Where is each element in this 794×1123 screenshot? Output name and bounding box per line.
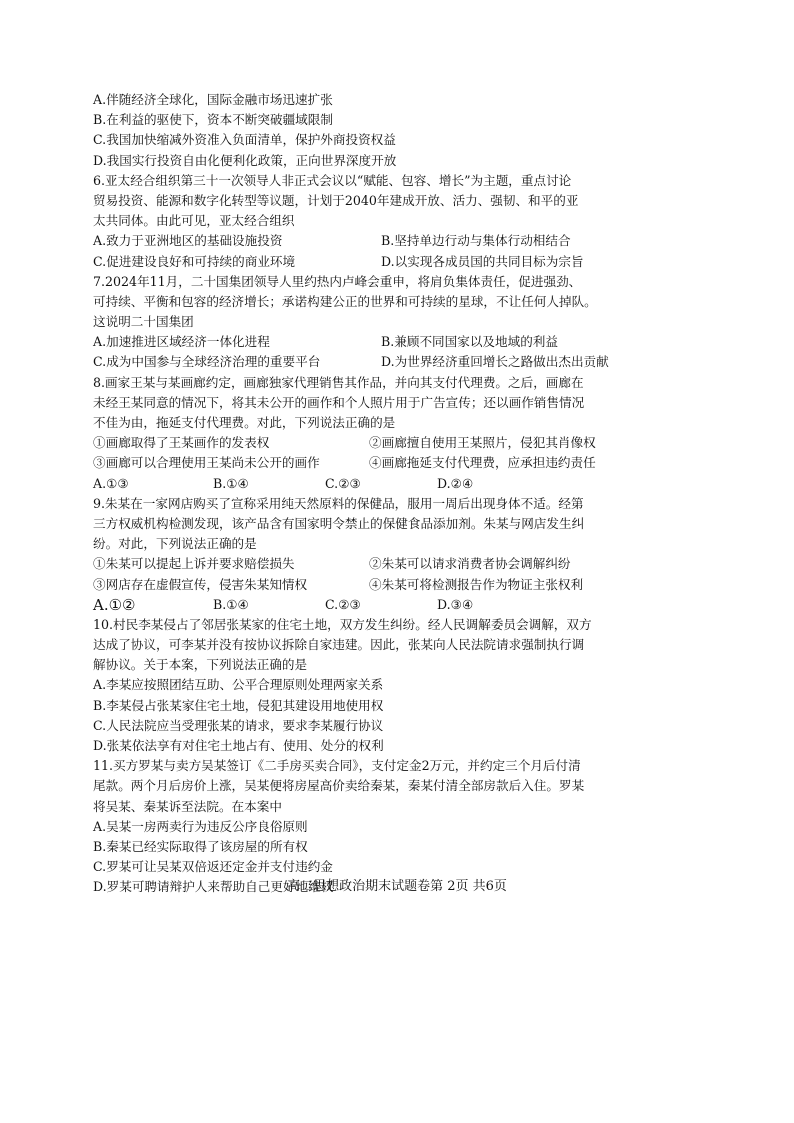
statement-row — [93, 554, 633, 574]
choice-c: C.②③ — [325, 596, 361, 612]
option-a: A.致力于亚洲地区的基础设施投资 — [93, 233, 283, 249]
statement-row — [93, 433, 633, 453]
question-stem-line: 达成了协议，可李某并没有按协议拆除自家违建。因此，张某向人民法院请求强制执行调 — [93, 637, 585, 653]
question-stem-line: 7.2024年11月，二十国集团领导人里约热内卢峰会重申，将肩负集体责任，促进强劲、 — [93, 273, 582, 289]
question-stem-line: 未经王某同意的情况下，将其未公开的画作和个人照片用于广告宣传；还以画作销售情况 — [93, 394, 585, 410]
statement-2: ②画廊擅自使用王某照片，侵犯其肖像权 — [369, 435, 596, 451]
option-a: A.伴随经济全球化，国际金融市场迅速扩张 — [93, 92, 333, 107]
question-stem-line: 6.亚太经合组织第三十一次领导人非正式会议以“赋能、包容、增长”为主题，重点讨论 — [93, 172, 572, 188]
choice-b: B.①④ — [213, 475, 249, 491]
choice-d: D.②④ — [437, 475, 474, 491]
option-c: C.我国加快缩减外资准入负面清单，保护外商投资权益 — [93, 132, 396, 148]
question-6 — [93, 171, 633, 272]
question-stem-line: 9.朱某在一家网店购买了宣称采用纯天然原料的保健品，服用一周后出现身体不适。经第 — [93, 495, 584, 511]
question-stem-line: 纷。对此，下列说法正确的是 — [93, 536, 257, 552]
question-stem-line: 解协议。关于本案，下列说法正确的是 — [93, 657, 308, 673]
question-stem-line: 10.村民李某侵占了邻居张某家的住宅土地，双方发生纠纷。经人民调解委员会调解，双方 — [93, 616, 592, 632]
question-stem-line: 可持续、平衡和包容的经济增长；承诺构建公正的世界和可持续的星球，不让任何人掉队。 — [93, 293, 597, 309]
question-stem-line: 贸易投资、能源和数字化转型等议题，计划于2040年建成开放、活力、强韧、和平的亚 — [93, 192, 579, 208]
statement-row — [93, 575, 633, 595]
question-stem-line: 不佳为由，拖延支付代理费。对此，下列说法正确的是 — [93, 415, 396, 430]
question-stem-line: 尾款。两个月后房价上涨，吴某便将房屋高价卖给秦某，秦某付清全部房款后入住。罗某 — [93, 778, 585, 794]
option-c: C.人民法院应当受理张某的请求，要求李某履行协议 — [93, 717, 384, 733]
option-d: D.以实现各成员国的共同目标为宗旨 — [381, 253, 584, 269]
statement-row — [93, 453, 633, 473]
option-row — [93, 252, 633, 272]
option-row — [93, 352, 633, 372]
option-row — [93, 332, 633, 352]
statement-2: ②朱某可以请求消费者协会调解纠纷 — [369, 556, 571, 572]
choice-row — [93, 595, 633, 615]
option-b: B.李某侵占张某家住宅土地，侵犯其建设用地使用权 — [93, 697, 384, 713]
question-7 — [93, 272, 633, 373]
question-9 — [93, 494, 633, 615]
choice-d: D.③④ — [437, 596, 474, 612]
exam-page — [93, 90, 633, 898]
option-c: C.成为中国参与全球经济治理的重要平台 — [93, 354, 321, 370]
choice-b: B.①④ — [213, 596, 249, 612]
statement-1: ①朱某可以提起上诉并要求赔偿损失 — [93, 556, 295, 572]
option-b: B.坚持单边行动与集体行动相结合 — [381, 233, 571, 249]
statement-3: ③画廊可以合理使用王某尚未公开的画作 — [93, 455, 320, 471]
option-d: D.张某依法享有对住宅土地占有、使用、处分的权利 — [93, 738, 384, 753]
question-stem-line: 太共同体。由此可见，亚太经合组织 — [93, 213, 295, 229]
option-row — [93, 231, 633, 251]
statement-4: ④朱某可将检测报告作为物证主张权利 — [369, 576, 584, 592]
option-c: C.促进建设良好和可持续的商业环境 — [93, 253, 296, 269]
option-b: B.秦某已经实际取得了该房屋的所有权 — [93, 838, 308, 854]
q5-options — [93, 90, 633, 171]
option-d: D.罗某可聘请辩护人来帮助自己更好地维权 — [93, 879, 334, 895]
choice-c: C.②③ — [325, 475, 361, 491]
choice-row — [93, 474, 633, 494]
question-stem-line: 三方权威机构检测发现，该产品含有国家明令禁止的保健食品添加剂。朱某与网店发生纠 — [93, 515, 585, 531]
question-stem-line: 这说明二十国集团 — [93, 314, 194, 330]
choice-a: A.①③ — [93, 475, 129, 491]
page-footer: 高二思想政治期末试题卷第 2页 共6页 — [287, 879, 507, 894]
option-b: B.在利益的驱使下，资本不断突破疆域限制 — [93, 112, 333, 128]
option-a: A.加速推进区域经济一体化进程 — [93, 334, 270, 350]
option-d: D.为世界经济重回增长之路做出杰出贡献 — [381, 354, 609, 370]
question-10 — [93, 615, 633, 756]
statement-4: ④画廊拖延支付代理费，应承担违约责任 — [369, 455, 596, 471]
option-d: D.我国实行投资自由化便利化政策，正向世界深度开放 — [93, 152, 397, 168]
option-b: B.兼顾不同国家以及地域的利益 — [381, 334, 558, 350]
choice-a: A.①② — [93, 595, 136, 614]
question-stem-line: 将吴某、秦某诉至法院。在本案中 — [93, 798, 282, 814]
option-c: C.罗某可让吴某双倍返还定金并支付违约金 — [93, 859, 333, 875]
question-8 — [93, 373, 633, 494]
option-a: A.吴某一房两卖行为违反公序良俗原则 — [93, 818, 308, 834]
question-stem-line: 11.买方罗某与卖方吴某签订《二手房买卖合同》，支付定金2万元，并约定三个月后付清 — [93, 758, 581, 774]
option-a: A.李某应按照团结互助、公平合理原则处理两家关系 — [93, 677, 384, 693]
statement-1: ①画廊取得了王某画作的发表权 — [93, 435, 270, 451]
statement-3: ③网店存在虚假宣传，侵害朱某知情权 — [93, 576, 308, 592]
question-stem-line: 8.画家王某与某画廊约定，画廊独家代理销售其作品，并向其支付代理费。之后，画廊在 — [93, 374, 584, 390]
